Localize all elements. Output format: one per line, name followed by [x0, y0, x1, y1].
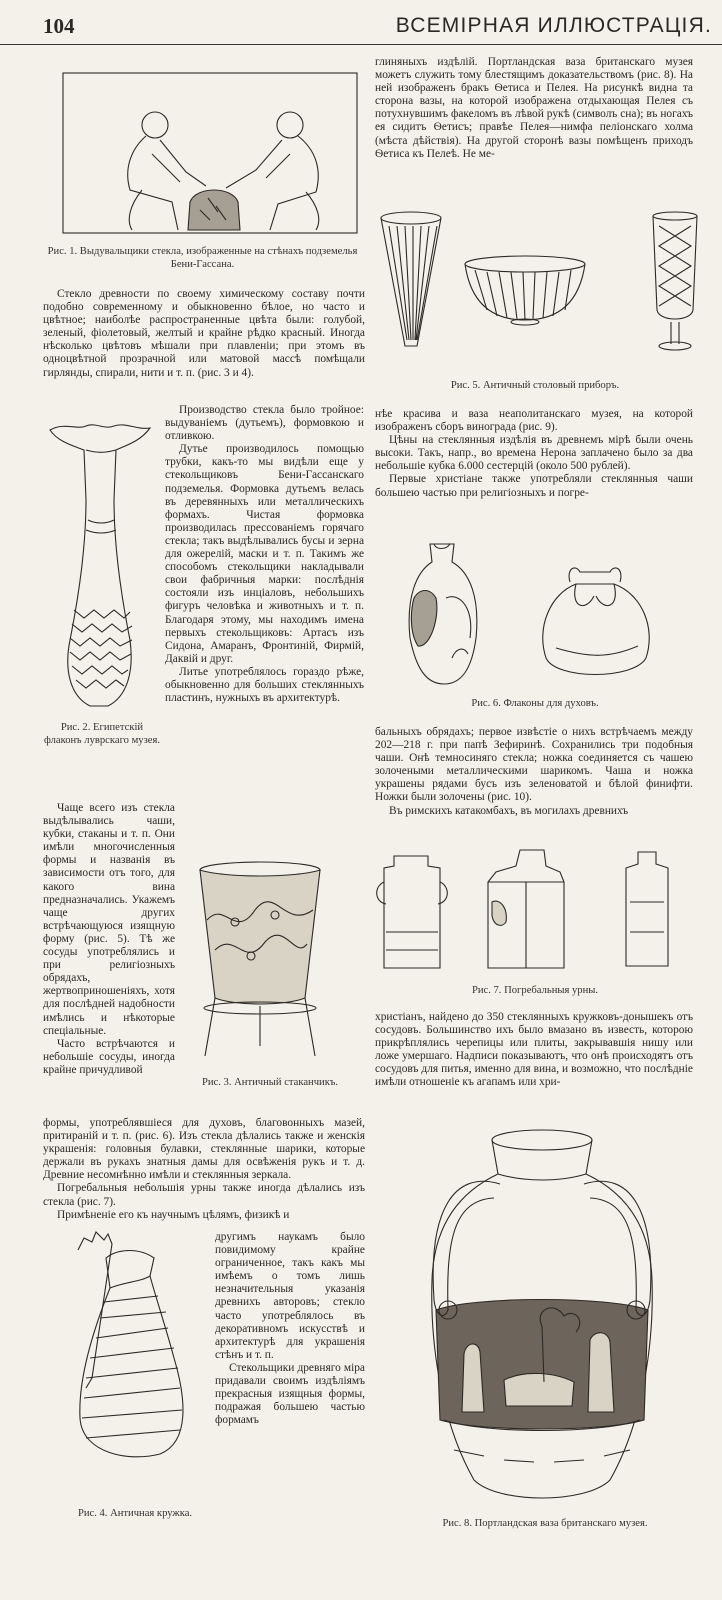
text-right-3: бальныхъ обрядахъ; первое извѣстіе о нихъ встрѣчаемъ между 202—218 г. при папѣ Зефиринѣ. Сохранились три подобныя чаши. Онѣ темносиняго стекла; ножка соединяется съ чашею золочеными металлическими шарикомъ. Чаша и ножка украшены рядами бусъ изъ зеленоватой и бѣлой финифти. Ножки были золочены (рис. 10). Въ римскихъ катакомбахъ, въ могилахъ древнихъ: [375, 726, 693, 817]
page-number: 104: [43, 14, 75, 38]
caption-fig7: Рис. 7. Погребальныя урны.: [471, 985, 599, 996]
text-left-5: другимъ наукамъ было повидимому крайне ограниченное, такъ какъ мы имѣемъ о томъ лишь незначительныя указанія древнихъ авторовъ; стекло часто употреблялось въ декоративномъ искусствѣ и архитектурѣ для украшенія стѣнъ и т. п. Стекольщики древняго міра придавали своимъ издѣліямъ прекрасныя изящныя формы, подражая большею частью формамъ: [215, 1231, 365, 1427]
caption-fig3: Рис. 3. Античный стаканчикъ.: [202, 1077, 338, 1088]
figure-funeral-urns: [380, 842, 690, 974]
text-left-1: Стекло древности по своему химическому составу почти подобно современному и обыкновенно бѣлое, но часто и цвѣтное; наиболѣе распространенные цвѣта были: голубой, зеленый, фіолетовый, желтый и крайне рѣдко красный. Иногда нѣсколько цвѣтовъ мѣшали при плавленіи; при этомъ въ одноцвѣтной прозрачной или матовой массѣ помѣщали гирлянды, спирали, нити и т. п. (рис. 3 и 4).: [43, 288, 365, 379]
caption-fig1: Рис. 1. Выдувальщики стекла, изображенные на стѣнахъ подземелья Бени-Гассана.: [47, 246, 358, 270]
page-header: [0, 0, 722, 45]
caption-fig8: Рис. 8. Портландская ваза британскаго музея.: [442, 1518, 648, 1529]
text-left-3: Чаще всего изъ стекла выдѣлывались чаши, кубки, стаканы и т. п. Они имѣли многочисленныя формы и названія въ зависимости отъ того, для какого вина предназначались. Укажемъ чаще других встрѣчающуюся изящную форму (рис. 5). Тѣ же сосуды употреблялись и при религіозныхъ обрядахъ, жертвоприношеніяхъ, хотя для послѣдней надобности имѣлись и нѣкоторые спеціальные. Часто встрѣчаются и небольшіе сосуды, иногда крайне причудливой: [43, 802, 175, 1076]
figure-beaker: [195, 860, 325, 1068]
text-left-2: Производство стекла было тройное: выдуваніемъ (дутьемъ), формовкою и отливкою. Дутье производилось помощью трубки, какъ-то мы видѣли еще у стекольщиковъ Бени-Гассанскаго подземелья. Формовка дутьемъ велась въ деревянныхъ или металлическихъ формахъ. Чистая формовка производилась прессованіемъ горячаго стекла; такъ выдѣлывались бусы и зерна для ожерелій, маски и т. п. Такимъ же способомъ стекольщики накладывали свои фабричныя марки: послѣднія состояли изъ инціаловъ, небольшихъ фигуръ человѣка и животныхъ и т. п. Благодаря этому, мы находимъ имена первыхъ стекольщиковъ: Артасъ изъ Сидона, Амаранъ, Фронтиній, Фирмій, Даквій и друг. Литье употреблялось гораздо рѣже, обыкновенно для больших стеклянныхъ пластинъ, нужныхъ въ архитектурѣ.: [165, 404, 364, 705]
figure-table-ware: [375, 206, 703, 368]
text-right-4: христіанъ, найдено до 350 стеклянныхъ кружковъ-донышекъ отъ сосудовъ. Большинство ихъ было вмазано въ известь, которою прикрѣплялись черепицы или плиты, закрывавшія нишу или ложе умершаго. Надписи показываютъ, что онѣ происходятъ отъ сосудовъ для питья, именно для вина, и возможно, что послѣдніе имѣли отношеніе къ агапамъ или хри-: [375, 1011, 693, 1089]
figure-jug: [70, 1228, 190, 1468]
text-right-1: глиняныхъ издѣлій. Портландская ваза британскаго музея можетъ служить тому блестящимъ доказательствомъ (рис. 8). На ней изображенъ бракъ Ѳетиса и Пелея. На рисункѣ видна та сторона вазы, на которой изображена отдыхающая Пелея съ потухнувшимъ факеломъ въ лѣвой рукѣ (символъ сна); въ ногахъ ея сидитъ Ѳетисъ; правѣе Пелея—нимфа пеліонскаго холма (мѣста дѣйствія). На другой сторонѣ вазы помѣщенъ приходъ Ѳетиса къ Пелеѣ. Не ме-: [375, 56, 693, 160]
caption-fig6: Рис. 6. Флаконы для духовъ.: [471, 698, 599, 709]
figure-egyptian-flask: [44, 420, 156, 720]
text-right-2: нѣе красива и ваза неаполитанскаго музея, на которой изображенъ сборъ винограда (рис. 9). Цѣны на стеклянныя издѣлія въ древнемъ мірѣ были очень высоки. Такъ, напр., во времена Нерона заплачено было за два небольшіе кубка 6.000 сестерцій (около 500 рублей). Первые христіане также употребляли стеклянныя чаши большею частью при религіозныхъ и погре-: [375, 408, 693, 499]
figure-perfume-flasks: [400, 538, 670, 688]
text-left-4: формы, употреблявшіеся для духовъ, благовонныхъ мазей, притираній и т. п. (рис. 6). Изъ стекла дѣлались также и женскія украшенія: головныя булавки, стеклянные шарики, которые держали въ рукахъ знатныя дамы для освѣженія рукъ и т. д. Древние несомнѣнно имѣли и стеклянныя зеркала. Погребальныя небольшія урны также иногда дѣлались изъ стекла (рис. 7). Примѣненіе его къ научнымъ цѣлямъ, физикѣ и: [43, 1117, 365, 1221]
caption-fig2: Рис. 2. Египетскій флаконъ луврскаго музея.: [44, 722, 160, 746]
caption-fig4: Рис. 4. Античная кружка.: [77, 1508, 193, 1519]
journal-title: ВСЕМІРНАЯ ИЛЛЮСТРАЦІЯ.: [395, 14, 712, 37]
caption-fig5: Рис. 5. Античный столовый приборъ.: [450, 380, 620, 391]
figure-glassblowers-relief: [60, 70, 360, 236]
figure-portland-vase: [414, 1120, 670, 1505]
